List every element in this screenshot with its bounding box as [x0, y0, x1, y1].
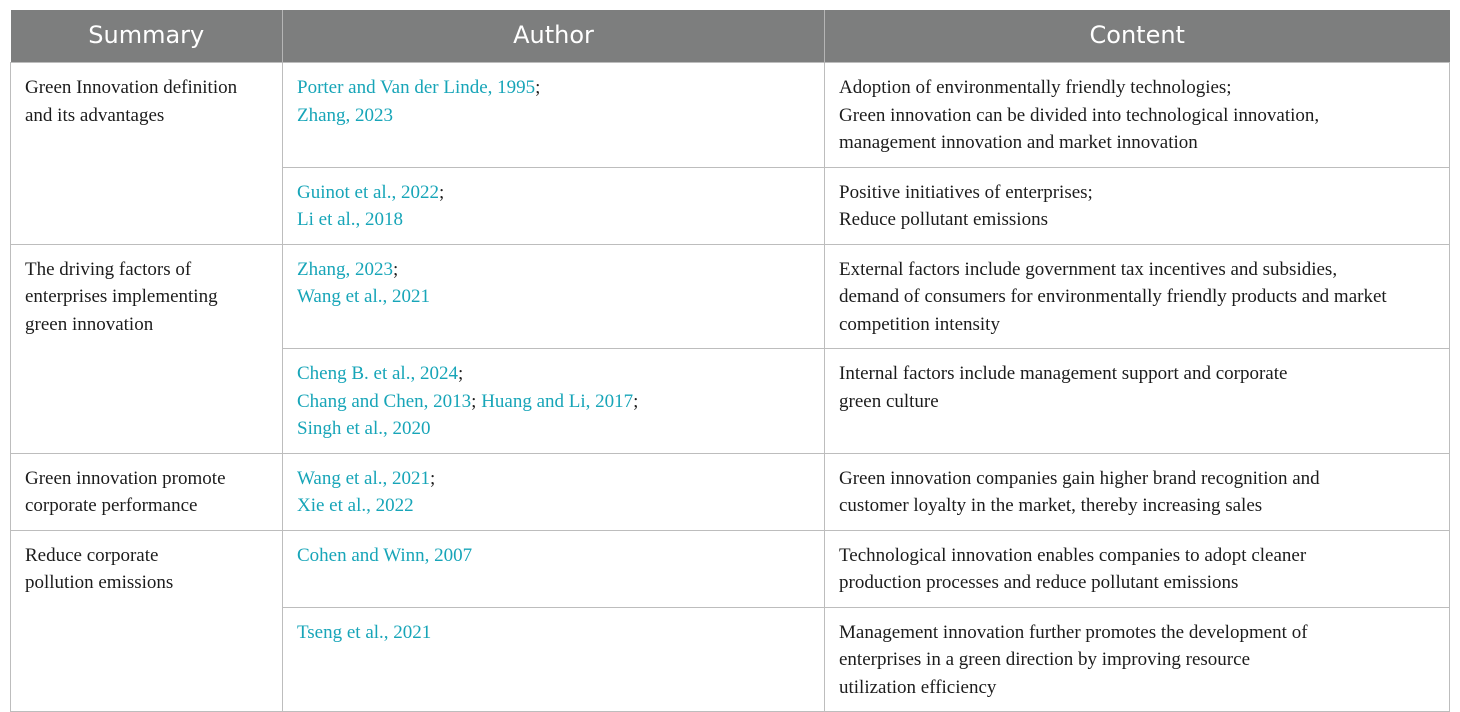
summary-line: green innovation [25, 313, 154, 335]
content-line: production processes and reduce pollutant emissions [839, 572, 1239, 593]
table-row [11, 63, 1450, 168]
content-cell [825, 63, 1450, 168]
reference-separator: ; [393, 258, 399, 280]
author-line [297, 465, 810, 493]
reference-link[interactable]: Wang et al., 2021 [297, 467, 431, 489]
reference-separator: ; [633, 390, 639, 412]
reference-link[interactable]: Zhang, 2023 [297, 258, 394, 280]
summary-line: enterprises implementing [25, 286, 218, 307]
content-line: competition intensity [839, 313, 1000, 335]
content-line: Green innovation companies gain higher brand recognition and [839, 467, 1320, 489]
reference-link[interactable]: Xie et al., 2022 [297, 495, 414, 516]
author-line [297, 206, 810, 234]
content-line: management innovation and market innovation [839, 132, 1198, 153]
content-line: Internal factors include management support and corporate [839, 363, 1288, 384]
content-line: Reduce pollutant emissions [839, 209, 1048, 230]
literature-summary-table [10, 10, 1450, 712]
author-line [297, 492, 810, 520]
header-content: Content [825, 10, 1450, 63]
reference-link[interactable]: Zhang, 2023 [297, 104, 394, 126]
author-line [297, 283, 810, 311]
content-cell [825, 453, 1450, 530]
reference-link[interactable]: Cheng B. et al., 2024 [297, 363, 458, 384]
author-line [297, 388, 810, 416]
author-line [297, 415, 810, 443]
reference-link[interactable]: Porter and Van der Linde, 1995 [297, 77, 536, 98]
summary-line: Reduce corporate [25, 544, 159, 566]
table-row [11, 453, 1450, 530]
reference-link[interactable]: Li et al., 2018 [297, 209, 404, 230]
author-line [297, 74, 810, 102]
summary-line: corporate performance [25, 495, 198, 516]
content-line: customer loyalty in the market, thereby increasing sales [839, 495, 1263, 516]
header-author: Author [283, 10, 825, 63]
reference-link[interactable]: Cohen and Winn, 2007 [297, 544, 473, 566]
content-line: Management innovation further promotes the development of [839, 621, 1308, 643]
author-line [297, 360, 810, 388]
content-line: enterprises in a green direction by improving resource [839, 649, 1250, 670]
author-line [297, 619, 810, 647]
content-line: Technological innovation enables companies to adopt cleaner [839, 544, 1307, 566]
reference-link[interactable]: Chang and Chen, 2013 [297, 390, 472, 412]
reference-separator: ; [535, 77, 541, 98]
content-cell [825, 349, 1450, 454]
summary-line: and its advantages [25, 104, 165, 126]
table-row [11, 244, 1450, 349]
reference-link[interactable]: Singh et al., 2020 [297, 418, 431, 439]
content-line: Adoption of environmentally friendly technologies; [839, 77, 1232, 98]
content-line: green culture [839, 390, 939, 412]
author-cell [283, 607, 825, 712]
author-line [297, 542, 810, 570]
content-cell [825, 530, 1450, 607]
table-row [11, 530, 1450, 607]
reference-separator: ; [430, 467, 436, 489]
summary-line: pollution emissions [25, 572, 174, 593]
content-line: utilization efficiency [839, 676, 997, 698]
reference-link[interactable]: Huang and Li, 2017 [481, 390, 634, 412]
reference-link[interactable]: Wang et al., 2021 [297, 286, 431, 307]
content-line: External factors include government tax incentives and subsidies, [839, 258, 1338, 280]
author-line [297, 179, 810, 207]
author-cell [283, 167, 825, 244]
summary-cell [11, 244, 283, 453]
author-cell [283, 453, 825, 530]
reference-link[interactable]: Tseng et al., 2021 [297, 621, 432, 643]
content-cell [825, 167, 1450, 244]
content-line: Positive initiatives of enterprises; [839, 181, 1093, 203]
summary-cell [11, 530, 283, 712]
author-cell [283, 530, 825, 607]
author-cell [283, 349, 825, 454]
table-body [11, 63, 1450, 712]
content-cell [825, 607, 1450, 712]
header-summary: Summary [11, 10, 283, 63]
summary-line: The driving factors of [25, 258, 192, 280]
summary-line: Green Innovation definition [25, 77, 238, 98]
summary-cell [11, 453, 283, 530]
reference-separator: ; [471, 390, 482, 412]
summary-cell [11, 63, 283, 245]
header-row [11, 10, 1450, 63]
summary-line: Green innovation promote [25, 467, 226, 489]
reference-link[interactable]: Guinot et al., 2022 [297, 181, 439, 203]
content-line: Green innovation can be divided into technological innovation, [839, 104, 1320, 126]
author-line [297, 102, 810, 130]
author-line [297, 256, 810, 284]
reference-separator: ; [438, 181, 445, 203]
content-cell [825, 244, 1450, 349]
reference-separator: ; [457, 363, 464, 384]
content-line: demand of consumers for environmentally friendly products and market [839, 286, 1387, 307]
author-cell [283, 63, 825, 168]
author-cell [283, 244, 825, 349]
